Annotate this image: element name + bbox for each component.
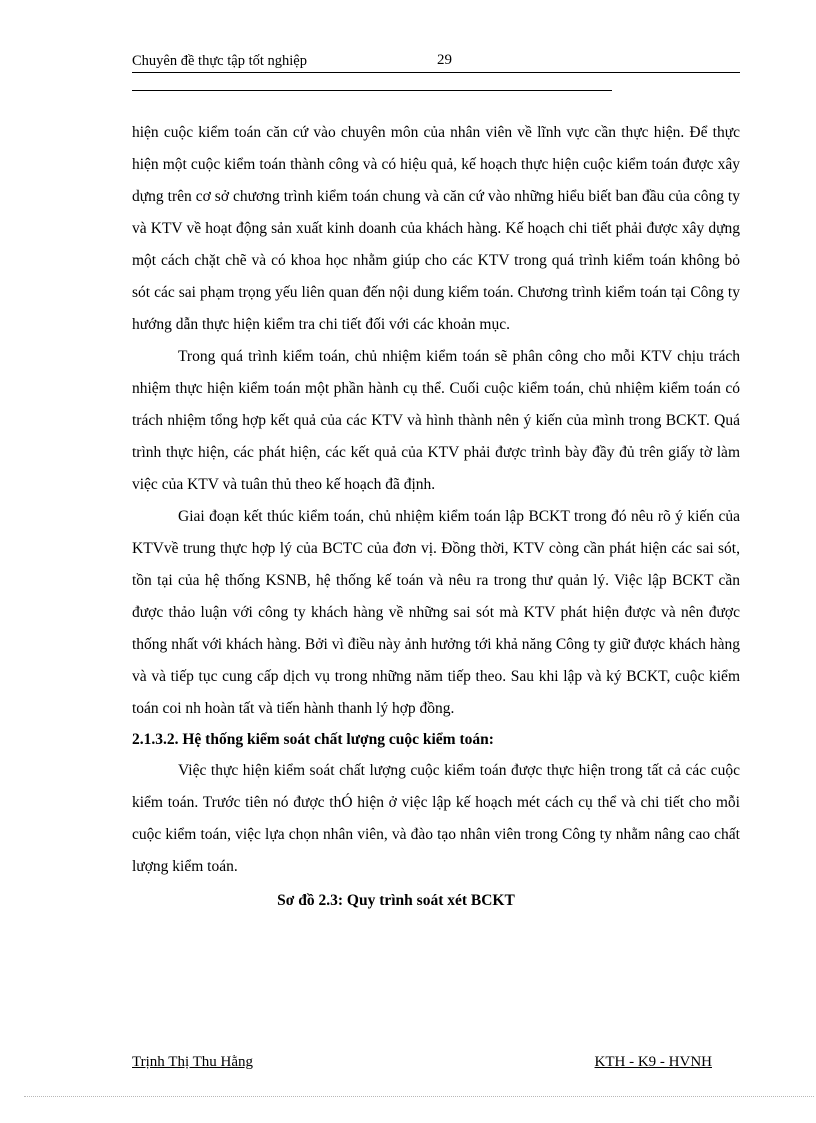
paragraph-3: Giai đoạn kết thúc kiểm toán, chủ nhiệm kiểm toán lập BCKT trong đó nêu rõ ý kiến của KTVvề trung thực hợp lý của BCTC của đơn vị. Đồng thời, KTV còng cần phát hiện các sai sót, tồn tại của hệ thống KSNB, hệ thống kế toán và nêu ra trong thư quản lý. Việc lập BCKT cần được thảo luận với công ty khách hàng về những sai sót mà KTV phát hiện được và nên được thống nhất với khách hàng. Bởi vì điều này ảnh hưởng tới khả năng Công ty giữ được khách hàng và và tiếp tục cung cấp dịch vụ trong những năm tiếp theo. Sau khi lập và ký BCKT, cuộc kiểm toán coi nh hoàn tất và tiến hành thanh lý hợp đồng. <box>132 508 740 717</box>
paragraph-1: hiện cuộc kiểm toán căn cứ vào chuyên môn của nhân viên về lĩnh vực cần thực hiện. Để thực hiện một cuộc kiểm toán thành công và có hiệu quả, kế hoạch thực hiện cuộc kiểm toán được xây dựng trên cơ sở chương trình kiểm toán chung và căn cứ vào những hiểu biết ban đầu của công ty và KTV về hoạt động sản xuất kinh doanh của khách hàng. Kế hoạch chi tiết phải được xây dựng một cách chặt chẽ và có khoa học nhằm giúp cho các KTV trong quá trình kiểm toán không bỏ sót các sai phạm trọng yếu liên quan đến nội dung kiểm toán. Chương trình kiểm toán tại Công ty hướng dẫn thực hiện kiểm tra chi tiết đối với các khoản mục. <box>132 124 740 333</box>
diagram-title: Sơ đồ 2.3: Quy trình soát xét BCKT <box>277 892 515 909</box>
page-footer <box>132 1054 712 1074</box>
paragraph-2: Trong quá trình kiểm toán, chủ nhiệm kiểm toán sẽ phân công cho mỗi KTV chịu trách nhiệm thực hiện kiểm toán một phần hành cụ thể. Cuối cuộc kiểm toán, chủ nhiệm kiểm toán có trách nhiệm tổng hợp kết quả của các KTV và hình thành nên ý kiến của mình trong BCKT. Quá trình thực hiện, các phát hiện, các kết quả của KTV phải được trình bày đầy đủ trên giấy tờ làm việc của KTV và tuân thủ theo kế hoạch đã định. <box>132 348 740 493</box>
document-body <box>132 117 740 917</box>
section-heading: 2.1.3.2. Hệ thống kiểm soát chất lượng cuộc kiểm toán: <box>132 731 494 748</box>
footer-class-code: KTH - K9 - HVNH <box>594 1054 712 1070</box>
page-header <box>132 52 740 73</box>
header-title: Chuyên đề thực tập tốt nghiệp <box>132 53 307 69</box>
page-edge-divider <box>24 1096 814 1097</box>
footer-author: Trịnh Thị Thu Hằng <box>132 1054 253 1070</box>
page-number: 29 <box>437 52 452 68</box>
paragraph-4: Việc thực hiện kiểm soát chất lượng cuộc kiểm toán được thực hiện trong tất cả các cuộc kiểm toán. Trước tiên nó được thÓ hiện ở việc lập kế hoạch mét cách cụ thể và chi tiết cho mỗi cuộc kiểm toán, việc lựa chọn nhân viên, và đào tạo nhân viên trong Công ty nhằm nâng cao chất lượng kiểm toán. <box>132 762 740 875</box>
header-divider <box>132 90 612 91</box>
